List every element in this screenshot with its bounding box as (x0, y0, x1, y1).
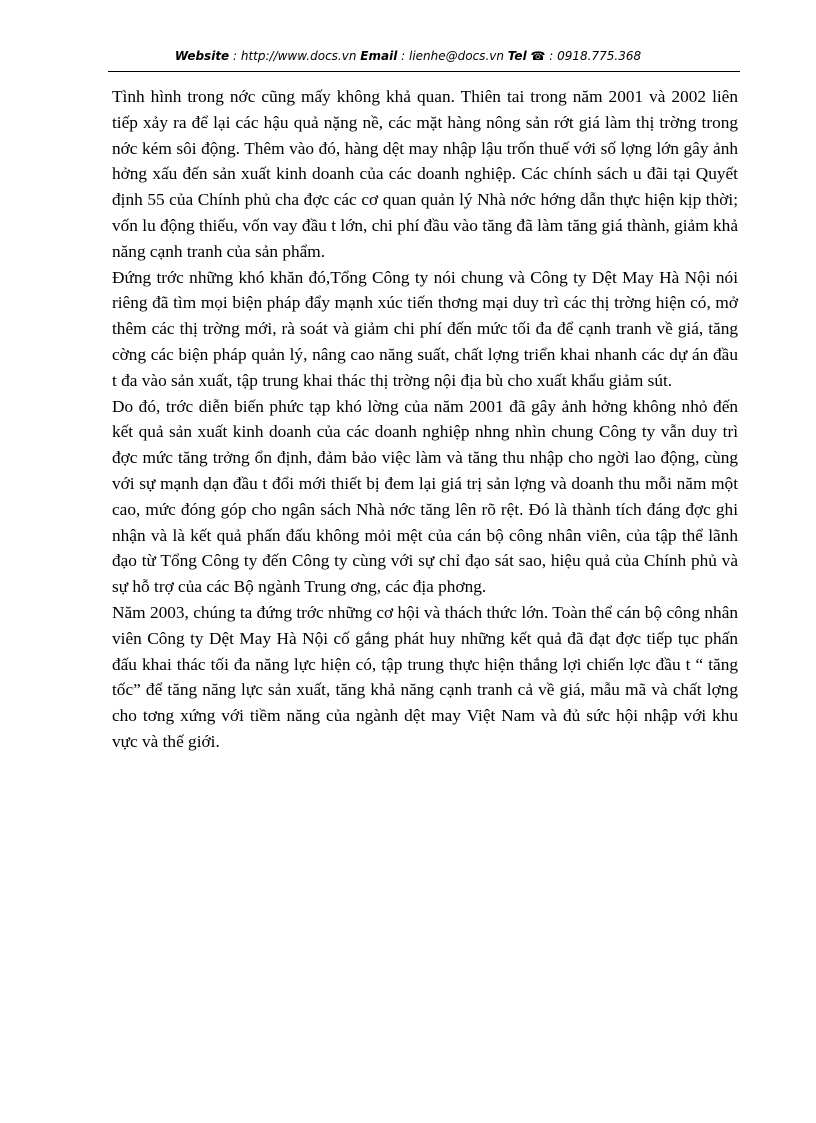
header-divider (108, 71, 740, 72)
tel-number: 0918.775.368 (557, 49, 642, 63)
paragraph-4: Năm 2003, chúng ta đứng trớc những cơ hội và thách thức lớn. Toàn thể cán bộ công nhân viên Công ty Dệt May Hà Nội cố gắng phát huy những kết quả đã đạt đợc tiếp tục phấn đấu khai thác tối đa năng lực hiện có, tập trung thực hiện thắng lợi chiến lợc đầu t “ tăng tốc” để tăng năng lực sản xuất, tăng khả năng cạnh tranh cả về giá, mẫu mã và chất lợng cho tơng xứng với tiềm năng của ngành dệt may Việt Nam và đủ sức hội nhập với khu vực và thế giới. (112, 602, 738, 751)
paragraph-2: Đứng trớc những khó khăn đó,Tổng Công ty nói chung và Công ty Dệt May Hà Nội nói riêng đã tìm mọi biện pháp đẩy mạnh xúc tiến thơng mại duy trì các thị trờng hiện có, mở thêm các thị trờng mới, rà soát và giảm chi phí đến mức tối đa để cạnh tranh về giá, tăng cờng các biện pháp quản lý, nâng cao năng suất, chất lợng triển khai nhanh các dự án đầu t đa vào sản xuất, tập trung khai thác thị trờng nội địa bù cho xuất khẩu giảm sút. (112, 267, 738, 390)
page-header: Website : http://www.docs.vn Email : lienhe@docs.vn Tel ☎ : 0918.775.368 (174, 49, 642, 63)
email-address[interactable]: lienhe@docs.vn (408, 49, 504, 63)
website-label: Website (174, 49, 230, 63)
document-body (112, 84, 738, 755)
phone-icon: ☎ (530, 49, 546, 63)
email-label: Email (360, 49, 398, 63)
tel-label: Tel (507, 49, 527, 63)
paragraph-1: Tình hình trong nớc cũng mấy không khả quan. Thiên tai trong năm 2001 và 2002 liên tiếp xảy ra để lại các hậu quả nặng nề, các mặt hàng nông sản rớt giá làm thị trờng trong nớc kém sôi động. Thêm vào đó, hàng dệt may nhập lậu trốn thuế với số lợng lớn gây ảnh hởng xấu đến sản xuất kinh doanh của các doanh nghiệp. Các chính sách u đãi tại Quyết định 55 của Chính phủ cha đợc các cơ quan quản lý Nhà nớc hớng dẫn thực hiện kịp thời; vốn lu động thiếu, vốn vay đầu t lớn, chi phí đầu vào tăng đã làm tăng giá thành, giảm khả năng cạnh tranh của sản phẩm. (112, 87, 738, 261)
website-url[interactable]: http://www.docs.vn (240, 49, 357, 63)
paragraph-3: Do đó, trớc diễn biến phức tạp khó lờng của năm 2001 đã gây ảnh hởng không nhỏ đến kết quả sản xuất kinh doanh của các doanh nghiệp nhng nhìn chung Công ty vẫn duy trì đợc mức tăng trởng ổn định, đảm bảo việc làm và tăng thu nhập cho ngời lao động, cùng với sự mạnh dạn đầu t đổi mới thiết bị đem lại giá trị sản lợng và doanh thu mỗi năm một cao, mức đóng góp cho ngân sách Nhà nớc tăng lên rõ rệt. Đó là thành tích đáng đợc ghi nhận và là kết quả phấn đấu không mỏi mệt của cán bộ công nhân viên, của tập thể lãnh đạo từ Tổng Công ty đến Công ty cùng với sự chỉ đạo sát sao, hiệu quả của Chính phủ và sự hỗ trợ của các Bộ ngành Trung ơng, các địa phơng. (112, 396, 738, 597)
